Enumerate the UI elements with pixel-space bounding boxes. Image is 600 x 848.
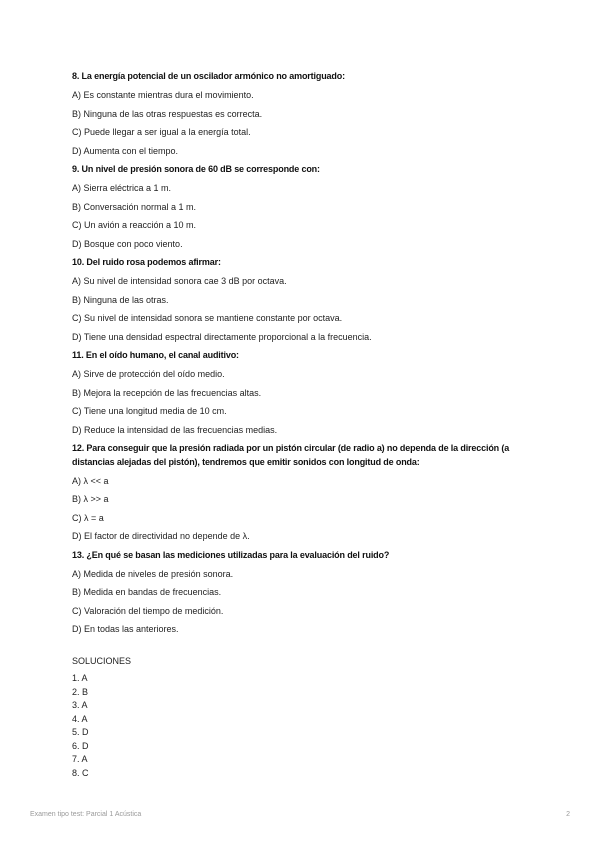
answer-option: C) Un avión a reacción a 10 m. [72, 220, 197, 230]
question-11 [72, 349, 552, 437]
answer-option: B) Ninguna de las otras respuestas es correcta. [72, 108, 263, 119]
solutions-section [72, 655, 552, 780]
solution-item: 7. A [72, 754, 88, 764]
document-page [72, 70, 552, 780]
answer-option: A) λ << a [72, 475, 109, 486]
question-13 [72, 549, 552, 637]
answer-option: B) λ >> a [72, 494, 109, 504]
question-10 [72, 256, 552, 344]
answer-option: C) λ = a [72, 512, 104, 523]
solution-item: 8. C [72, 767, 89, 778]
solution-item: 6. D [72, 740, 89, 751]
solution-item: 1. A [72, 673, 88, 683]
solution-item: 2. B [72, 686, 89, 697]
question-title: 11. En el oído humano, el canal auditivo: [72, 350, 239, 360]
answer-option: D) Bosque con poco viento. [72, 238, 183, 249]
solution-item: 4. A [72, 713, 88, 724]
answer-option: D) En todas las anteriores. [72, 624, 179, 634]
answer-option: C) Su nivel de intensidad sonora se mantiene constante por octava. [72, 313, 343, 323]
question-12 [72, 442, 552, 543]
answer-option: B) Conversación normal a 1 m. [72, 201, 197, 212]
solution-item: 3. A [72, 700, 88, 710]
answer-option: A) Su nivel de intensidad sonora cae 3 dB por octava. [72, 276, 287, 286]
answer-option: D) Aumenta con el tiempo. [72, 145, 179, 156]
answer-option: C) Valoración del tiempo de medición. [72, 605, 224, 616]
solution-item: 5. D [72, 727, 89, 737]
answer-option: A) Sierra eléctrica a 1 m. [72, 183, 172, 193]
answer-option: D) El factor de directividad no depende de λ. [72, 531, 250, 541]
answer-option: B) Mejora la recepción de las frecuencias altas. [72, 387, 262, 398]
question-title: 9. Un nivel de presión sonora de 60 dB se corresponde con: [72, 164, 320, 174]
question-title: 12. Para conseguir que la presión radiada por un pistón circular (de radio a) no dependa de la dirección (a distancias alejadas del pistón), tendremos que emitir sonidos con longitud de onda: [72, 443, 510, 467]
answer-option: D) Tiene una densidad espectral directamente proporcional a la frecuencia. [72, 331, 372, 342]
question-title: 10. Del ruido rosa podemos afirmar: [72, 257, 221, 267]
answer-option: C) Tiene una longitud media de 10 cm. [72, 406, 227, 416]
question-8 [72, 70, 552, 158]
answer-option: B) Ninguna de las otras. [72, 294, 169, 305]
answer-option: A) Medida de niveles de presión sonora. [72, 568, 234, 579]
page-footer [30, 810, 570, 820]
answer-option: D) Reduce la intensidad de las frecuencias medias. [72, 424, 278, 435]
answer-option: A) Es constante mientras dura el movimiento. [72, 90, 254, 100]
answer-option: C) Puede llegar a ser igual a la energía total. [72, 127, 251, 137]
footer-document-title: Examen tipo test: Parcial 1 Acústica [30, 811, 142, 818]
question-title: 13. ¿En qué se basan las mediciones utilizadas para la evaluación del ruido? [72, 549, 390, 560]
question-title: 8. La energía potencial de un oscilador armónico no amortiguado: [72, 71, 345, 81]
answer-option: A) Sirve de protección del oído medio. [72, 369, 225, 379]
footer-page-number: 2 [566, 811, 570, 818]
solutions-heading: SOLUCIONES [72, 656, 132, 666]
answer-option: B) Medida en bandas de frecuencias. [72, 587, 222, 597]
question-9 [72, 163, 552, 251]
